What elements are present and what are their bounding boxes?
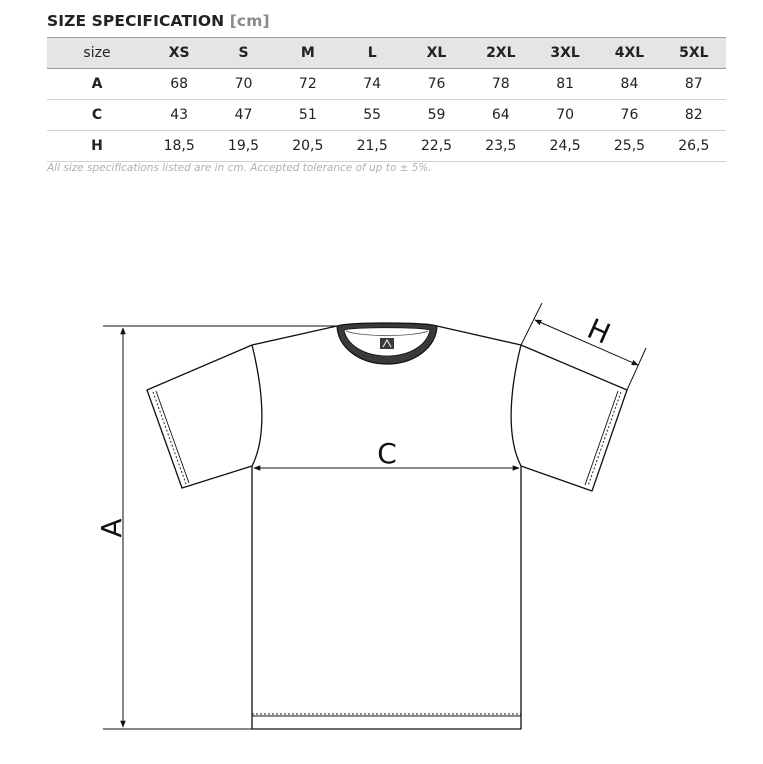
table-cell: 23,5: [485, 138, 517, 154]
header-size-cell: 3XL: [550, 45, 580, 61]
table-cell: 70: [556, 107, 575, 123]
dimension-h: [521, 303, 646, 390]
right-sleeve-stitch-2: [585, 391, 618, 485]
table-cell: 76: [620, 107, 639, 123]
table-cell: 74: [363, 76, 382, 92]
table-cell: 43: [170, 107, 189, 123]
table-cell: 68: [170, 76, 189, 92]
table-cell: 82: [684, 107, 703, 123]
left-armhole: [252, 345, 262, 466]
table-cell: 18,5: [163, 138, 195, 154]
header-size-label: size: [83, 45, 111, 61]
dimension-a: [103, 326, 337, 729]
label-h: H: [582, 311, 616, 351]
label-a: A: [95, 518, 128, 538]
table-cell: 19,5: [227, 138, 260, 154]
left-sleeve-stitch-2: [156, 391, 189, 483]
table-cell: 64: [491, 107, 510, 123]
title-text: SIZE SPECIFICATION: [47, 12, 225, 30]
header-size-cell: XS: [168, 45, 190, 61]
header-size-cell: 5XL: [679, 45, 709, 61]
shirt-body-outline: [252, 466, 521, 729]
header-size-cell: 2XL: [486, 45, 516, 61]
table-cell: 81: [556, 76, 575, 92]
left-sleeve-stitch: [153, 392, 186, 484]
table-cell: 72: [298, 76, 317, 92]
header-size-cell: S: [238, 45, 249, 61]
right-sleeve: [521, 345, 627, 491]
table-cell: 25,5: [613, 138, 646, 154]
tshirt-outline: [147, 326, 627, 729]
collar: [337, 323, 437, 364]
label-c: C: [377, 437, 397, 470]
table-cell: 59: [427, 107, 446, 123]
row-label: H: [91, 138, 103, 154]
tolerance-note: All size specifications listed are in cm. Accepted tolerance of up to ± 5%.: [47, 162, 432, 174]
right-shoulder: [437, 326, 521, 345]
table-cell: 84: [620, 76, 639, 92]
header-size-cell: L: [367, 45, 377, 61]
header-size-cell: M: [300, 45, 315, 61]
table-cell: 51: [298, 107, 317, 123]
table-cell: 78: [491, 76, 510, 92]
right-sleeve-stitch: [588, 392, 621, 486]
table-cell: 26,5: [678, 138, 710, 154]
h-extension-2: [627, 348, 646, 390]
left-sleeve: [147, 345, 252, 488]
table-cell: 47: [234, 107, 253, 123]
title-unit: [cm]: [229, 12, 270, 30]
h-extension-1: [521, 303, 542, 345]
table-cell: 22,5: [420, 138, 453, 154]
header-size-cell: 4XL: [614, 45, 645, 61]
right-armhole: [511, 345, 521, 466]
header-size-cell: XL: [426, 45, 447, 61]
row-label: A: [91, 76, 103, 92]
table-cell: 76: [427, 76, 446, 92]
row-label: C: [91, 107, 103, 123]
table-cell: 70: [234, 76, 253, 92]
left-shoulder: [252, 326, 337, 345]
table-cell: 21,5: [356, 138, 388, 154]
table-cell: 20,5: [292, 138, 324, 154]
table-cell: 55: [363, 107, 382, 123]
table-cell: 87: [684, 76, 703, 92]
table-cell: 24,5: [549, 138, 581, 154]
